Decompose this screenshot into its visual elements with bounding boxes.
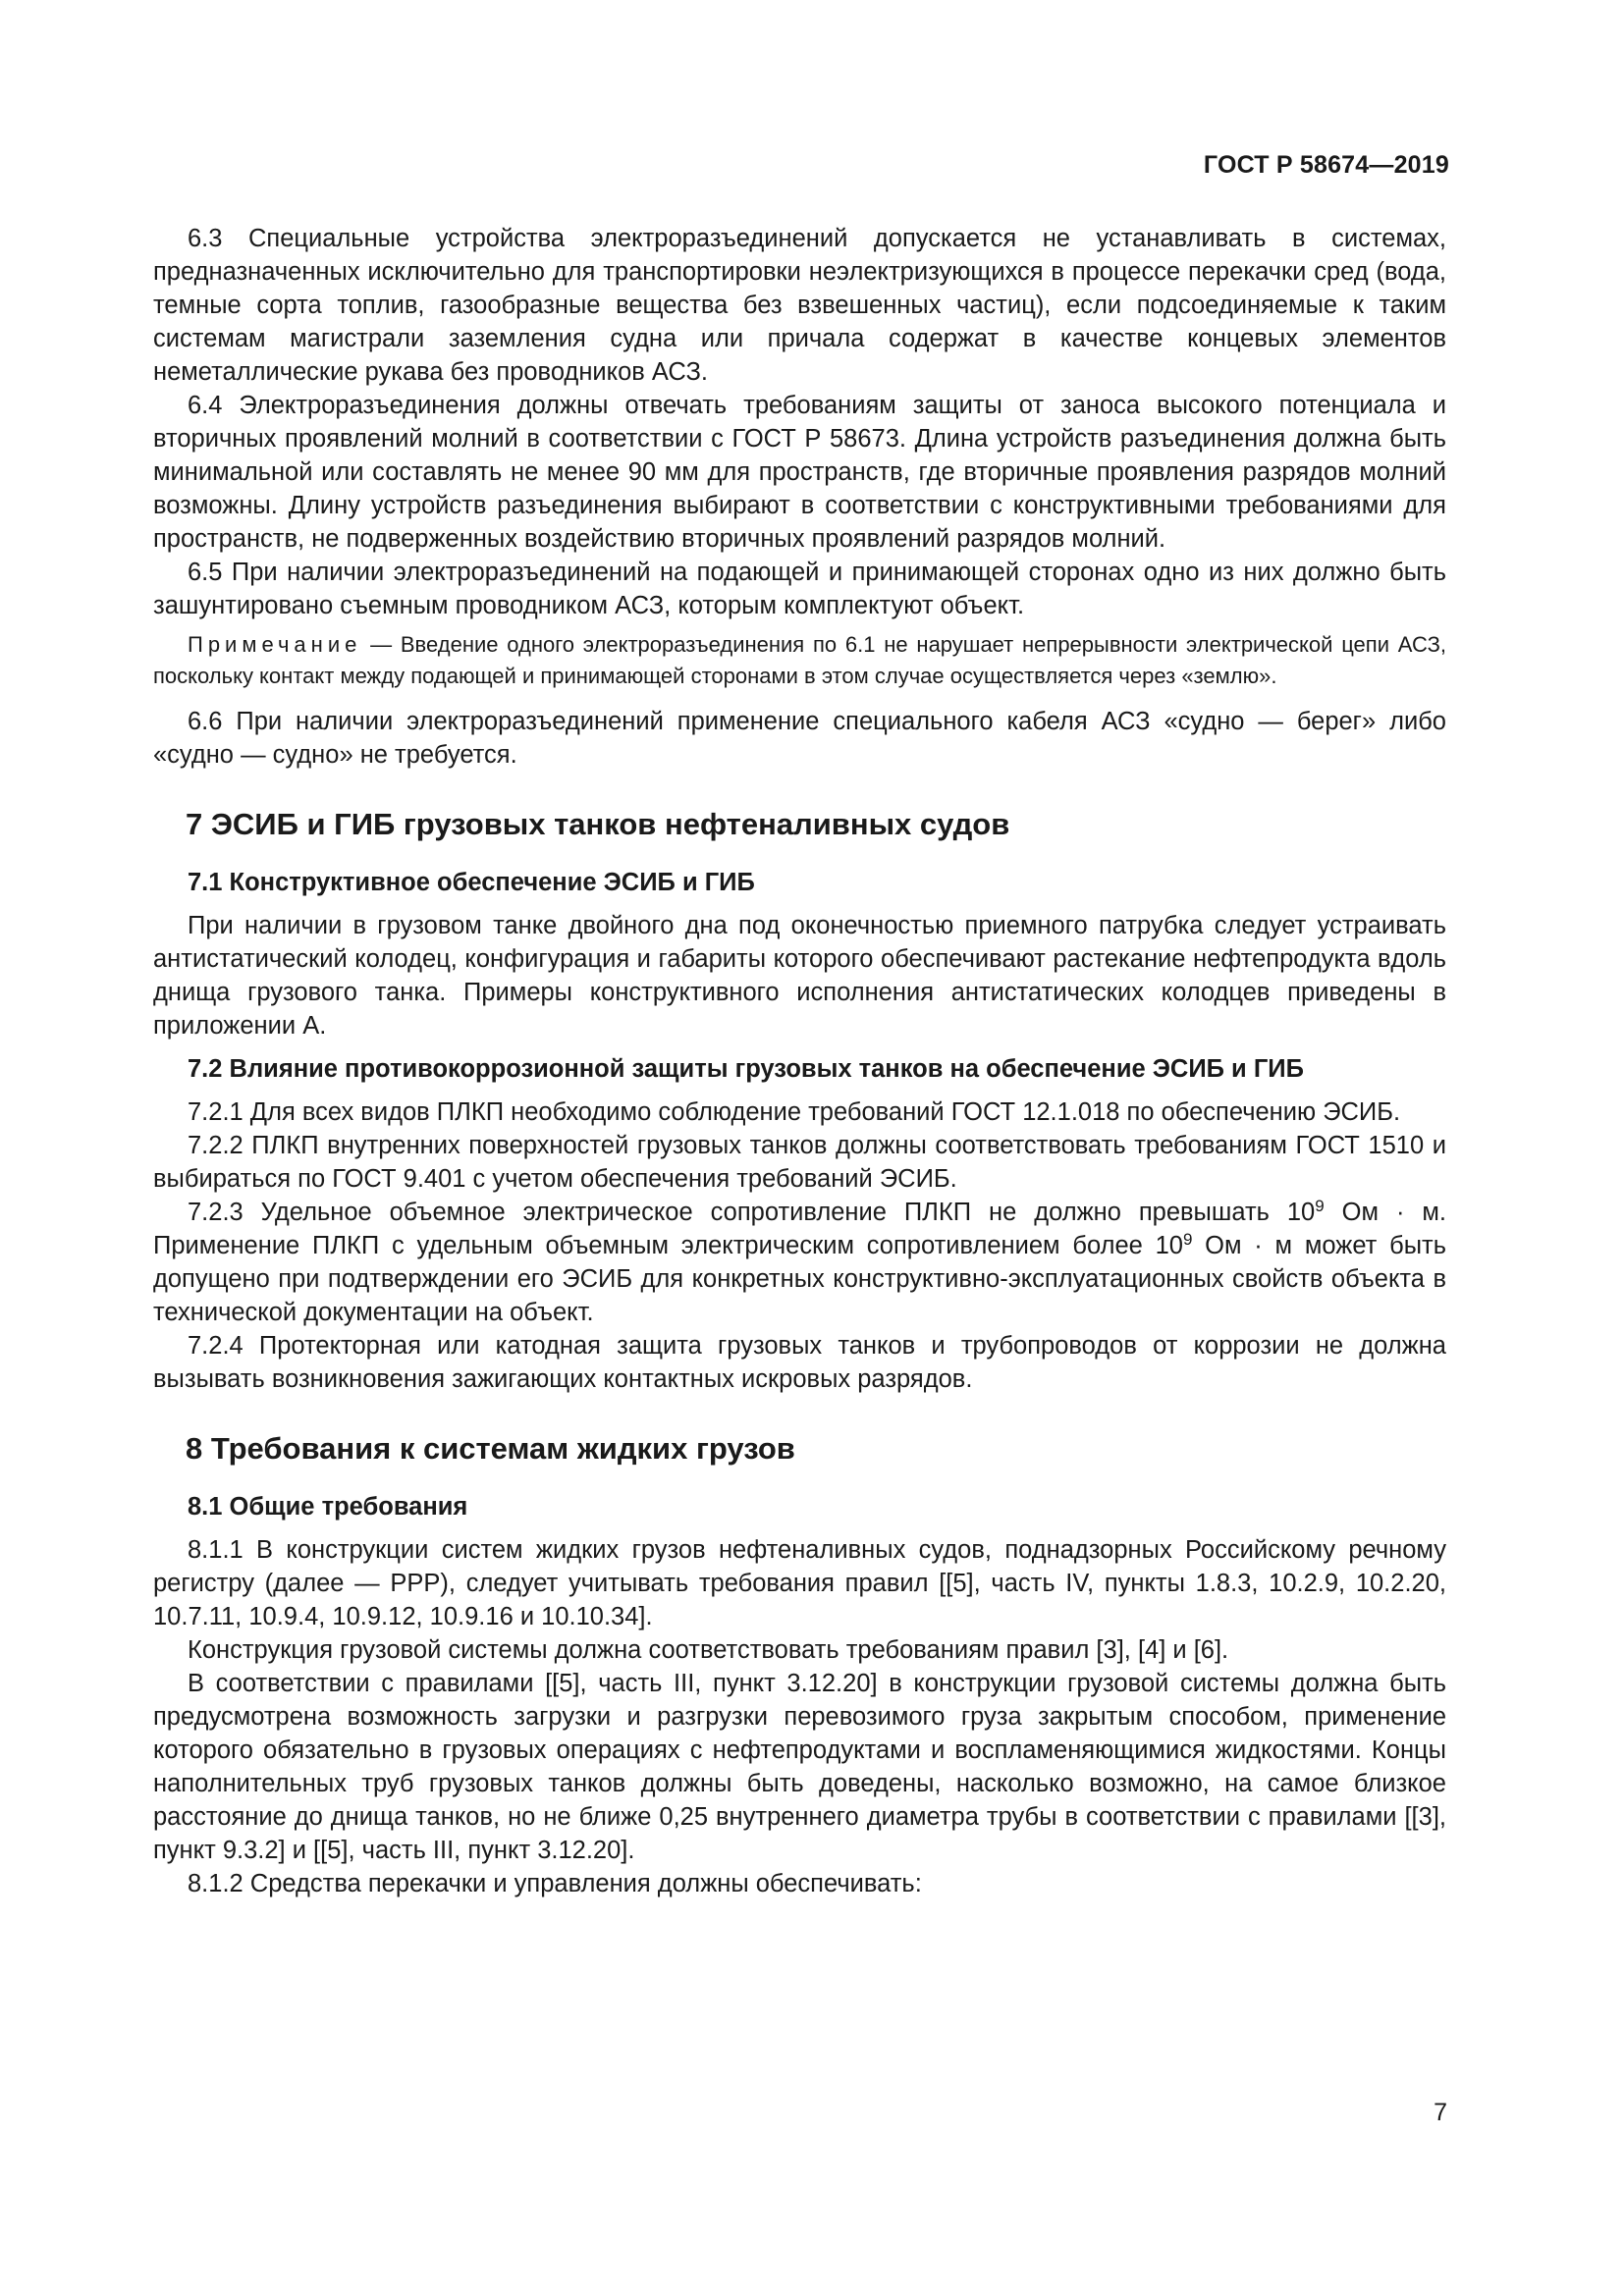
paragraph-8-1-1-b: Конструкция грузовой системы должна соответствовать требованиям правил [3], [4] и [6]. — [188, 1636, 1229, 1664]
paragraph-6-4: 6.4 Электроразъединения должны отвечать требованиям защиты от заноса высокого потенциала и вторичных проявлений молний в соответствии с ГОСТ Р 58673. Длина устройств разъединения должна быть минимальной или составлять не менее 90 мм для пространств, где вторичные проявления разрядов молний возможны. Длину устройств разъединения выбирают в соответствии с конструктивными требованиями для пространств, не подверженных воздействию вторичных проявлений разрядов молний. — [153, 392, 1446, 553]
note-label: Примечание — [188, 632, 362, 657]
paragraph-7-2-4: 7.2.4 Протекторная или катодная защита грузовых танков и трубопроводов от коррозии не должна вызывать возникновения зажигающих контактных искровых разрядов. — [153, 1332, 1446, 1393]
exponent-2: 9 — [1182, 1230, 1193, 1249]
paragraph-7-2-3-part-a: 7.2.3 Удельное объемное электрическое сопротивление ПЛКП не должно превышать 10 — [188, 1199, 1316, 1226]
document-code: ГОСТ Р 58674—2019 — [1203, 151, 1449, 179]
paragraph-7-2-3 — [153, 1196, 1446, 1329]
paragraph-8-1-2: 8.1.2 Средства перекачки и управления должны обеспечивать: — [188, 1870, 922, 1897]
note — [153, 629, 1446, 691]
exponent-1: 9 — [1315, 1197, 1325, 1215]
subsection-7-2-heading: 7.2 Влияние противокоррозионной защиты грузовых танков на обеспечение ЭСИБ и ГИБ — [188, 1055, 1304, 1083]
section-8-heading: 8 Требования к системам жидких грузов — [186, 1431, 795, 1466]
paragraph-7-2-2: 7.2.2 ПЛКП внутренних поверхностей грузовых танков должны соответствовать требованиям ГОСТ 1510 и выбираться по ГОСТ 9.401 с учетом обеспечения требований ЭСИБ. — [153, 1132, 1446, 1193]
paragraph-7-2-1: 7.2.1 Для всех видов ПЛКП необходимо соблюдение требований ГОСТ 12.1.018 по обеспечению ЭСИБ. — [188, 1098, 1401, 1126]
paragraph-7-2-3-part-b: Ом · м. Применение ПЛКП с удельным объемным электрическим сопротивлением более 10 — [153, 1199, 1446, 1259]
subsection-8-1-heading: 8.1 Общие требования — [188, 1493, 468, 1521]
paragraph-6-3: 6.3 Специальные устройства электроразъединений допускается не устанавливать в системах, предназначенных исключительно для транспортировки неэлектризующихся в процессе перекачки сред (вода, темные сорта топлив, газообразные вещества без взвешенных частиц), если подсоединяемые к таким системам магистрали заземления судна или причала содержат в качестве концевых элементов неметаллические рукава без проводников АСЗ. — [153, 225, 1446, 386]
subsection-7-1-heading: 7.1 Конструктивное обеспечение ЭСИБ и ГИБ — [188, 869, 755, 896]
page-number: 7 — [1434, 2099, 1447, 2126]
paragraph-6-5: 6.5 При наличии электроразъединений на подающей и принимающей сторонах одно из них должно быть зашунтировано съемным проводником АСЗ, которым комплектуют объект. — [153, 559, 1446, 619]
paragraph-7-2-3-part-c: Ом · м может быть допущено при подтверждении его ЭСИБ для конкретных конструктивно-эксплуатационных свойств объекта в технической документации на объект. — [153, 1232, 1446, 1326]
paragraph-8-1-1-c: В соответствии с правилами [[5], часть III, пункт 3.12.20] в конструкции грузовой системы должна быть предусмотрена возможность загрузки и разгрузки перевозимого груза закрытым способом, применение которого обязательно в грузовых операциях с нефтепродуктами и воспламеняющимися жидкостями. Концы наполнительных труб грузовых танков должны быть доведены, насколько возможно, на самое близкое расстояние до днища танков, но не ближе 0,25 внутреннего диаметра трубы в соответствии с правилами [[3], пункт 9.3.2] и [[5], часть III, пункт 3.12.20]. — [153, 1670, 1446, 1864]
section-7-heading: 7 ЭСИБ и ГИБ грузовых танков нефтеналивных судов — [186, 807, 1010, 841]
document-body — [153, 222, 1446, 1900]
paragraph-6-6: 6.6 При наличии электроразъединений применение специального кабеля АСЗ «судно — берег» либо «судно — судно» не требуется. — [153, 708, 1446, 769]
paragraph-7-1: При наличии в грузовом танке двойного дна под оконечностью приемного патрубка следует устраивать антистатический колодец, конфигурация и габариты которого обеспечивают растекание нефтепродукта вдоль днища грузового танка. Примеры конструктивного исполнения антистатических колодцев приведены в приложении А. — [153, 912, 1446, 1040]
paragraph-8-1-1: 8.1.1 В конструкции систем жидких грузов нефтеналивных судов, поднадзорных Российскому речному регистру (далее — РРР), следует учитывать требования правил [[5], часть IV, пункты 1.8.3, 10.2.9, 10.2.20, 10.7.11, 10.9.4, 10.9.12, 10.9.16 и 10.10.34]. — [153, 1536, 1446, 1630]
note-text: — Введение одного электроразъединения по 6.1 не нарушает непрерывности электрической цепи АСЗ, поскольку контакт между подающей и принимающей сторонами в этом случае осуществляется через «землю». — [153, 632, 1446, 688]
